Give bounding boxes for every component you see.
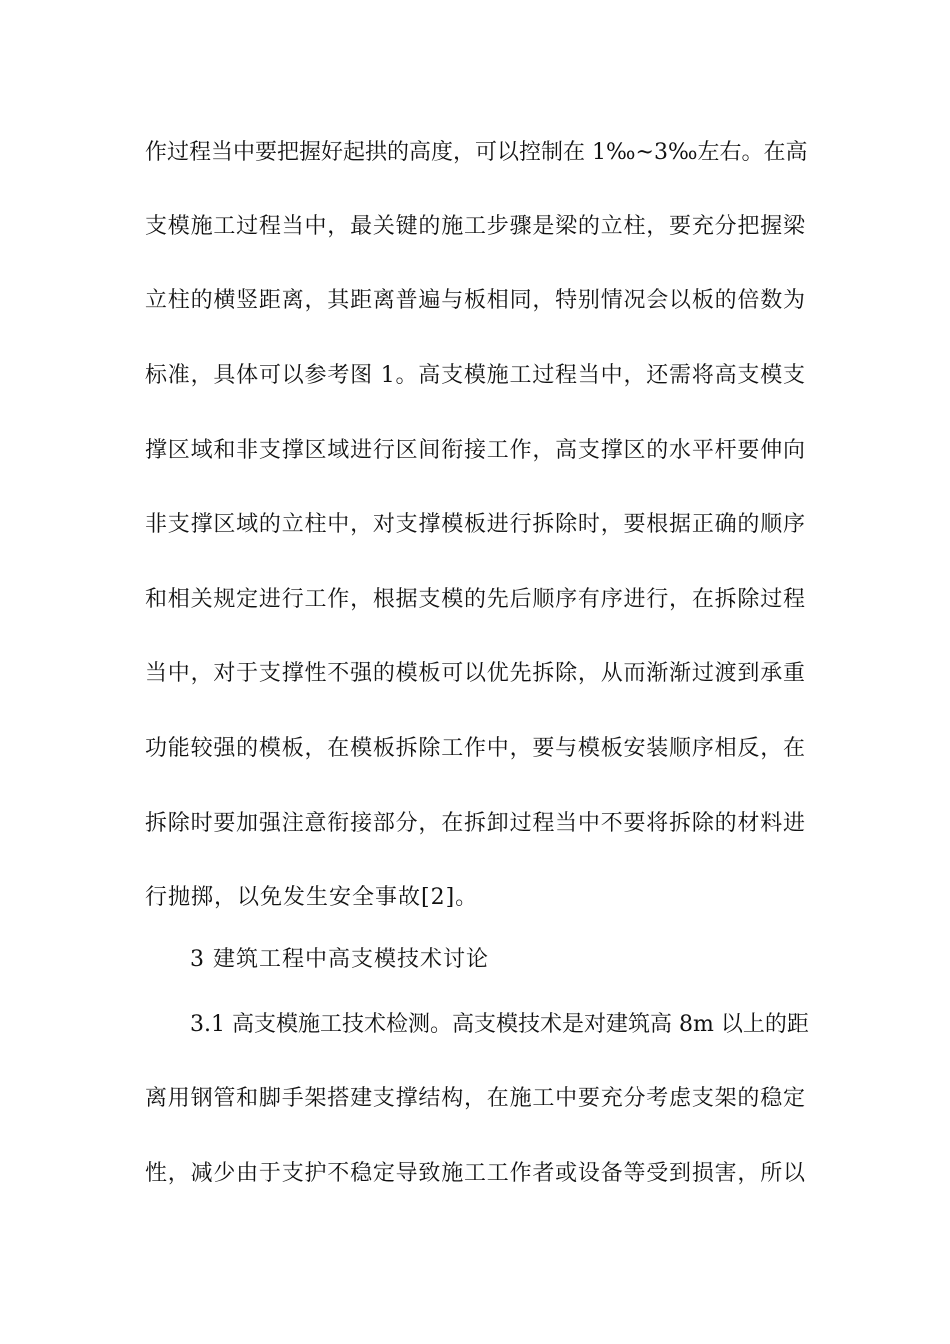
text-line: 性，减少由于支护不稳定导致施工工作者或设备等受到损害，所以 [145,1161,805,1186]
text-line: 撑区域和非支撑区域进行区间衔接工作，高支撑区的水平杆要伸向 [145,438,805,463]
text-line: 非支撑区域的立柱中，对支撑模板进行拆除时，要根据正确的顺序 [145,512,805,537]
text-line: 标准，具体可以参考图 1。高支模施工过程当中，还需将高支模支 [145,363,805,388]
text-line: 支模施工过程当中，最关键的施工步骤是梁的立柱，要充分把握梁 [145,214,805,239]
text-line: 作过程当中要把握好起拱的高度，可以控制在 1‰~3‰左右。在高 [145,140,808,165]
section-heading: 3 建筑工程中高支模技术讨论 [190,947,489,972]
text-line: 立柱的横竖距离，其距离普遍与板相同，特别情况会以板的倍数为 [145,288,805,313]
text-line: 行抛掷，以免发生安全事故[2]。 [145,885,479,910]
text-line: 离用钢管和脚手架搭建支撑结构，在施工中要充分考虑支架的稳定 [145,1086,805,1111]
text-line: 功能较强的模板，在模板拆除工作中，要与模板安装顺序相反，在 [145,736,805,761]
text-line: 3.1 高支模施工技术检测。高支模技术是对建筑高 8m 以上的距 [190,1012,809,1037]
text-line: 拆除时要加强注意衔接部分，在拆卸过程当中不要将拆除的材料进 [145,811,805,836]
text-line: 当中，对于支撑性不强的模板可以优先拆除，从而渐渐过渡到承重 [145,661,805,686]
text-line: 和相关规定进行工作，根据支模的先后顺序有序进行，在拆除过程 [145,587,805,612]
